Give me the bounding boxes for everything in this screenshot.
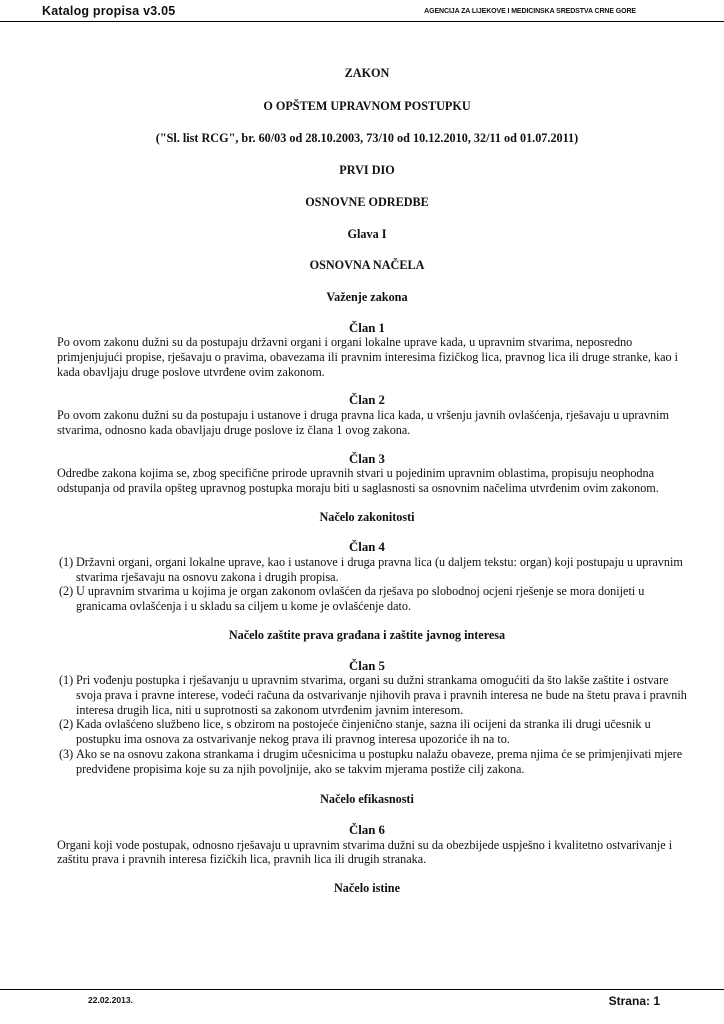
doc-source: ("Sl. list RCG", br. 60/03 od 28.10.2003, 73/10 od 10.12.2010, 32/11 od 01.07.2011) [155, 131, 579, 146]
doc-title: O OPŠTEM UPRAVNOM POSTUPKU [263, 98, 471, 113]
article-text: Po ovom zakonu dužni su da postupaju i ustanove i druga pravna lica kada, u vršenju javnih ovlašćenja, rješavaju u upravnim stvarima, odnosno kada obavljaju druge poslove iz člana 1 ovog zakona. [57, 408, 669, 437]
article-text: Po ovom zakonu dužni su da postupaju državni organi i organi lokalne uprave kada, u upravnim stvarima, neposredno primjenjujući propise, rješavaju o pravima, obavezama ili pravnim interesima fizičkog lica, pravnog lica ili druge stranke, kao i kada obavljaju druge poslove utvrđene ovim zakonom. [57, 335, 679, 379]
doc-type: ZAKON [344, 66, 390, 80]
list-item: (1) Državni organi, organi lokalne uprave, kao i ustanove i druga pravna lica (u daljem tekstu: organ) koji postupaju u upravnim stvarima rješavaju na osnovu zakona i drugih propisa. [59, 555, 683, 584]
chapter-title: OSNOVNA NAČELA [309, 258, 425, 273]
list-item: (3) Ako se na osnovu zakona strankama i drugim učesnicima u postupku nalažu obaveze, prema njima će se primjenjivati mjere predviđene propisima koje su za njih povoljnije, ako se takvim mjerama postiže cilj zakona. [59, 746, 683, 776]
document-body [47, 66, 687, 912]
chapter-label: Glava I [347, 226, 387, 241]
list-item: (2) Kada ovlašćeno službeno lice, s obzirom na postojeće činjenično stanje, sazna ili ocijeni da stranka ili drugi učesnik u postupku ima osnova za ostvarivanje nekog prava ili pravnog interesa upozoriće ih na to. [59, 717, 651, 747]
section-heading: Važenje zakona [326, 289, 408, 304]
section-heading: Načelo zaštite prava građana i zaštite javnog interesa [228, 627, 506, 642]
list-item: (2) U upravnim stvarima u kojima je organ zakonom ovlašćen da rješava po slobodnoj ocjeni rješenje se mora donijeti u granicama ovlašćenja i u skladu sa ciljem u kome je ovlašćenje dato. [59, 584, 645, 614]
section-heading: Načelo istine [333, 881, 400, 896]
article-heading: Član 6 [349, 822, 385, 837]
article-items [47, 555, 687, 614]
article-text: Organi koji vode postupak, odnosno rješavaju u upravnim stvarima dužni su da obezbijede uspješno i kvalitetno ostvarivanje i zaštitu prava i pravnih interesa fizičkih lica, pravnih lica ili drugih stranaka. [57, 837, 673, 867]
page-number: Strana: 1 [608, 994, 660, 1008]
section-heading: Načelo efikasnosti [320, 792, 414, 807]
part-title: OSNOVNE ODREDBE [305, 194, 429, 209]
header-divider [0, 21, 724, 22]
article-heading: Član 4 [349, 540, 385, 555]
article-text: Odredbe zakona kojima se, zbog specifične prirode upravnih stvari u pojedinim upravnim oblastima, propisuju neophodna odstupanja od pravila opšteg upravnog postupka moraju biti u saglasnosti sa osnovnim načelima utvrđenim ovim zakonom. [57, 466, 659, 495]
article-heading: Član 3 [349, 451, 385, 466]
footer-divider [0, 989, 724, 990]
footer-date: 22.02.2013. [88, 995, 133, 1005]
article-heading: Član 2 [349, 393, 385, 408]
article-heading: Član 1 [349, 320, 385, 335]
list-item: (1) Pri vođenju postupka i rješavanju u upravnim stvarima, organi su dužni strankama omogućiti da što lakše zaštite i ostvare svoja prava i pravne interese, vodeći računa da ostvarivanje njihovih prava i pravnih interesa ne bude na štetu prava i pravnih interesa drugih lica, niti u suprotnosti sa zakonom utvrđenim javnim interesom. [59, 673, 687, 717]
agency-name: AGENCIJA ZA LIJEKOVE I MEDICINSKA SREDSTVA CRNE GORE [424, 8, 636, 15]
article-items [47, 673, 687, 776]
section-heading: Načelo zakonitosti [319, 509, 415, 524]
part-label: PRVI DIO [339, 163, 395, 178]
catalog-title: Katalog propisa v3.05 [42, 4, 176, 18]
article-heading: Član 5 [349, 658, 385, 673]
